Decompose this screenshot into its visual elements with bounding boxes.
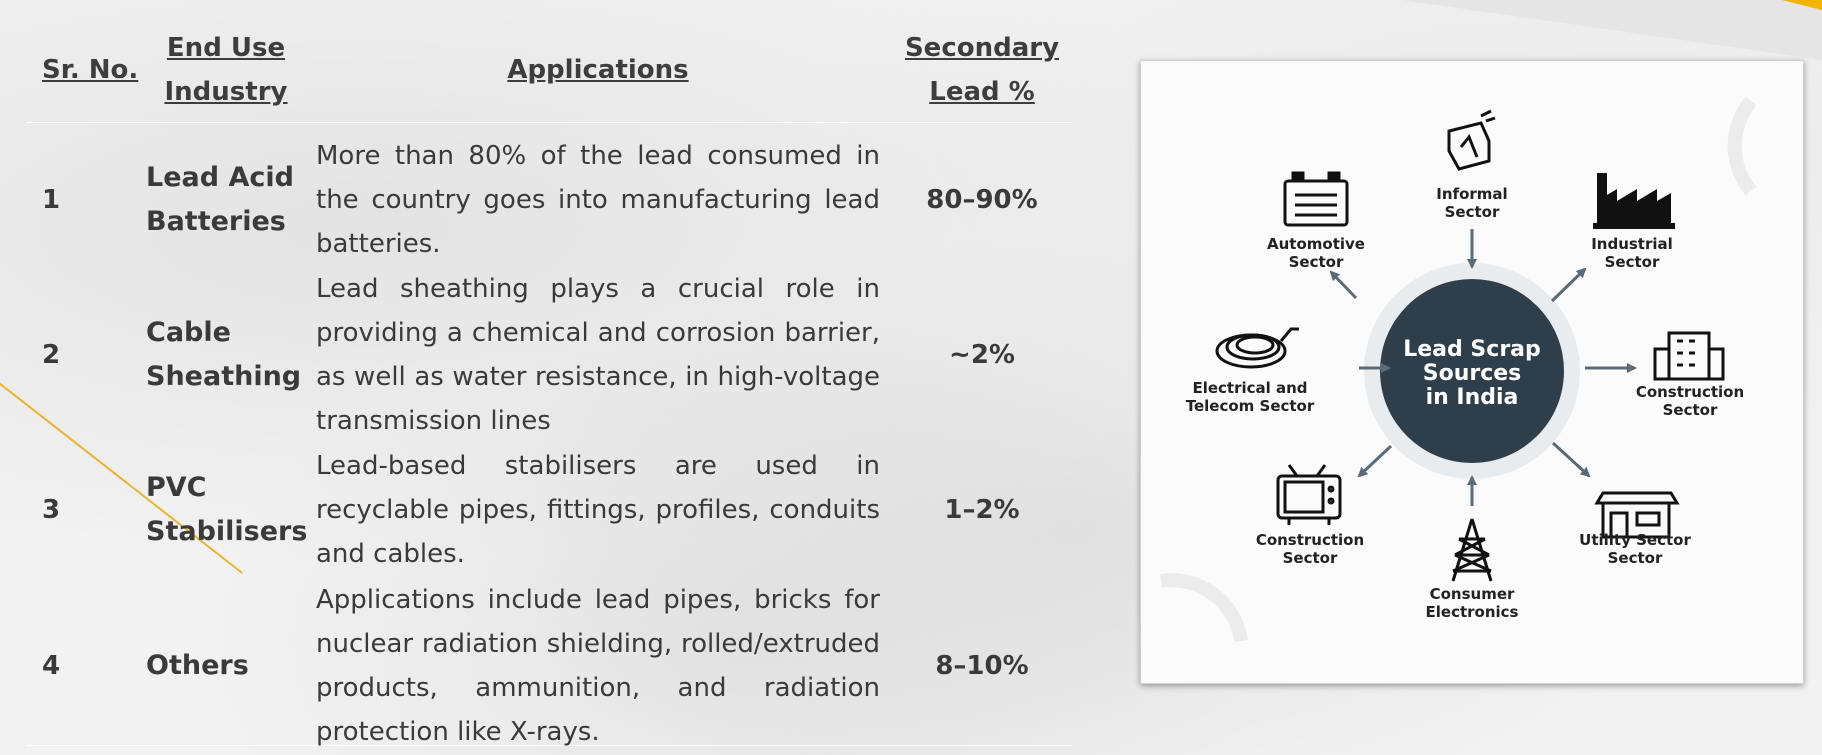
row-percent: 80–90% xyxy=(926,185,1038,215)
tv-icon xyxy=(1278,465,1340,525)
table-row xyxy=(26,585,1072,747)
header-sr-no: Sr. No. xyxy=(42,55,139,85)
header-industry: End Use Industry xyxy=(164,33,288,107)
table-row xyxy=(26,123,1072,278)
label-consumer-electronics: Consumer Electronics xyxy=(1425,585,1519,621)
table-header xyxy=(26,18,1072,123)
row-application: Lead sheathing plays a crucial role in providing a chemical and corrosion barrier, as well as water resistance, in high-voltage transmission lines xyxy=(316,274,880,436)
row-industry: Lead Acid Batteries xyxy=(146,162,294,237)
label-automotive-sector: Automotive Sector xyxy=(1267,235,1365,271)
corner-accent xyxy=(1782,0,1822,10)
row-sr: 4 xyxy=(42,651,61,681)
end-use-table xyxy=(26,18,1072,746)
label-informal-sector: Informal Sector xyxy=(1436,185,1508,221)
row-industry: PVC Stabilisers xyxy=(146,472,308,547)
center-title: Lead Scrap Sources in India xyxy=(1403,337,1541,410)
row-industry: Cable Sheathing xyxy=(146,317,302,392)
label-construction-sector-right: Construction Sector xyxy=(1635,383,1745,419)
table-row xyxy=(26,433,1072,588)
building-icon xyxy=(1655,333,1723,379)
label-industrial-sector: Industrial Sector xyxy=(1591,235,1673,271)
label-electrical-telecom-sector: Electrical and Telecom Sector xyxy=(1185,379,1315,415)
row-sr: 3 xyxy=(42,495,61,525)
label-construction-sector-left: Construction Sector xyxy=(1255,531,1365,567)
row-percent: ~2% xyxy=(949,340,1015,370)
battery-icon xyxy=(1285,173,1347,225)
row-application: More than 80% of the lead consumed in the country goes into manufacturing lead batteries. xyxy=(316,141,880,259)
lead-scrap-infographic xyxy=(1140,60,1804,684)
corner-decoration xyxy=(1402,0,1822,60)
row-sr: 1 xyxy=(42,185,61,215)
row-sr: 2 xyxy=(42,340,61,370)
factory-icon xyxy=(1593,173,1675,229)
broken-house-icon xyxy=(1449,111,1495,169)
row-application: Applications include lead pipes, bricks for nuclear radiation shielding, rolled/extruded products, ammunition, and radiation protection like X-rays. xyxy=(316,585,880,747)
header-applications: Applications xyxy=(507,55,689,85)
cable-coil-icon xyxy=(1217,329,1299,367)
label-utility-sector: Utility Sector Sector xyxy=(1579,531,1691,567)
row-percent: 8–10% xyxy=(935,651,1029,681)
transmission-tower-icon xyxy=(1453,519,1491,581)
table-row xyxy=(26,274,1072,436)
row-industry: Others xyxy=(146,650,249,681)
header-secondary-lead: Secondary Lead % xyxy=(904,33,1060,107)
row-application: Lead-based stabilisers are used in recyclable pipes, fittings, profiles, conduits and cables. xyxy=(316,451,880,569)
row-percent: 1–2% xyxy=(944,495,1020,525)
